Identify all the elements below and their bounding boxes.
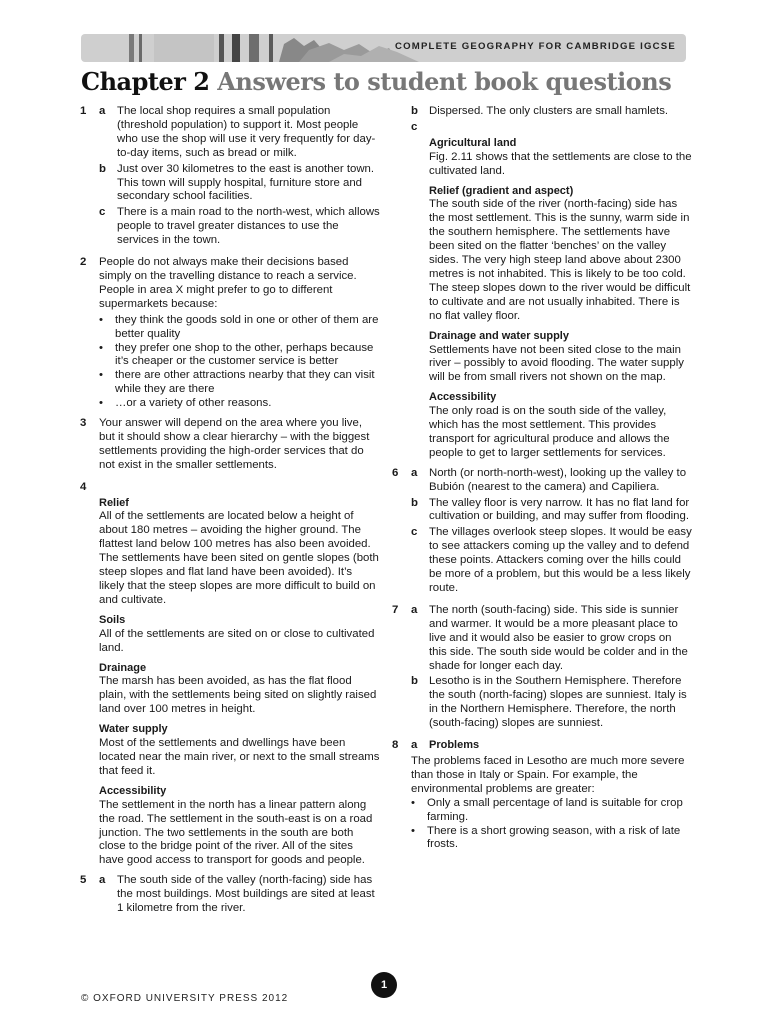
bullet-list: [392, 797, 692, 853]
list-item: • There is a short growing season, with a risk of late frosts.: [411, 825, 692, 853]
answer-4-body: [80, 497, 380, 869]
answer-3: [80, 417, 380, 473]
right-column: [392, 105, 692, 852]
subheading: Accessibility: [99, 784, 167, 797]
answer-8a: [392, 739, 692, 753]
question-number: 7: [392, 603, 399, 616]
answer-7a: [392, 604, 692, 674]
copyright-footer: © OXFORD UNIVERSITY PRESS 2012: [81, 993, 289, 1004]
answer-1a: [80, 105, 380, 161]
paragraph: Most of the settlements and dwellings have been located near the main river, or next to the small streams that feed it.: [99, 737, 380, 777]
question-number: 6: [392, 466, 399, 479]
paragraph: The south side of the river (north-facing) side has the most settlement. This is the sunny, warm side in the southern hemisphere. The settlements have been sited on the flatter ‘benches’ on the valley sides. The very high steep land above about 2300 metres is not inhabited. This is likely to be too cold. The steep slopes down to the river would be difficult to cultivate and are not usually inhabited. There is no flat valley floor.: [429, 198, 691, 322]
answer-text: The valley floor is very narrow. It has no flat land for cultivation or building, and may suffer from flooding.: [429, 496, 690, 523]
answer-6b: [392, 497, 692, 525]
paragraph: All of the settlements are sited on or close to cultivated land.: [99, 627, 375, 654]
answer-6a: [392, 467, 692, 495]
answer-text: The local shop requires a small population (threshold population) to support it. Most people who use the shop will use it very frequently for day-to-day items, such as bread or milk.: [117, 105, 376, 159]
part-letter: a: [99, 105, 106, 117]
answer-5c: [392, 121, 692, 135]
part-letter: c: [99, 206, 106, 219]
answer-6c: [392, 526, 692, 596]
paragraph: The settlement in the north has a linear pattern along the road. The settlement in the south-east is on a road junction. The two settlements in the south are both close to the bridge point of the river. All of the sites have good access to transport for goods and people.: [99, 798, 373, 867]
subheading: Accessibility: [429, 391, 497, 404]
bullet-list: [80, 314, 380, 411]
question-number: 3: [80, 417, 87, 430]
subheading: Agricultural land: [429, 136, 517, 149]
header-banner: [81, 34, 686, 62]
answer-1c: [80, 206, 380, 248]
subheading: Drainage and water supply: [429, 329, 569, 342]
answer-5b: [392, 105, 692, 119]
answer-7b: [392, 675, 692, 731]
question-number: 4: [80, 480, 87, 493]
answer-text: Just over 30 kilometres to the east is another town. This town will supply hospital, furniture store and secondary school facilities.: [117, 162, 375, 203]
part-letter: b: [99, 162, 106, 175]
answer-text: The villages overlook steep slopes. It would be easy to see attackers coming up the valley and to defend these points. Attackers coming over the hills could be more of a problem, but this would be a less likely route.: [429, 526, 692, 594]
subheading: Drainage: [99, 661, 147, 674]
subheading: Relief (gradient and aspect): [429, 184, 574, 197]
series-title: COMPLETE GEOGRAPHY FOR CAMBRIDGE IGCSE: [394, 41, 676, 52]
question-number: 8: [392, 739, 399, 752]
part-letter: b: [411, 675, 418, 688]
page-number: 1: [371, 972, 397, 998]
answer-text: The south side of the valley (north-facing) side has the most buildings. Most buildings are sited at least 1 kilometre from the river.: [117, 874, 375, 915]
chapter-title: Answers to student book questions: [217, 67, 672, 96]
part-letter: a: [411, 603, 418, 616]
chapter-label: Chapter 2: [81, 67, 210, 96]
answer-2: [80, 256, 380, 312]
answer-5c-body: [392, 137, 692, 461]
list-item: • there are other attractions nearby that they can visit while they are there: [99, 369, 380, 397]
list-item: • …or a variety of other reasons.: [99, 397, 380, 411]
part-letter: b: [411, 105, 418, 117]
list-item: • they think the goods sold in one or other of them are better quality: [99, 314, 380, 342]
paragraph: The only road is on the south side of the valley, which has the most settlement. This provides transport for agricultural produce and allows the people to get to larger settlements for services.: [429, 405, 670, 459]
subheading: Relief: [99, 496, 129, 509]
part-letter: b: [411, 496, 418, 509]
page-title: [81, 67, 671, 96]
answer-text: The north (south-facing) side. This side is sunnier and warmer. It would be a more pleasant place to live and it would also be easier to grow crops on this side. The south side would be colder and in the shade for longer each day.: [429, 603, 688, 672]
part-letter: a: [411, 466, 418, 479]
answer-text: Your answer will depend on the area where you live, but it should show a clear hierarchy – with the biggest settlements providing the high-order services that do not exist in the smaller settlements.: [99, 417, 370, 471]
paragraph: Fig. 2.11 shows that the settlements are close to the cultivated land.: [429, 150, 692, 177]
paragraph: The marsh has been avoided, as has the flat flood plain, with the settlements being sited on slightly raised land over 100 metres in height.: [99, 675, 377, 716]
answer-text: Dispersed. The only clusters are small hamlets.: [429, 105, 669, 117]
subheading: Problems: [429, 739, 480, 752]
paragraph: All of the settlements are located below a height of about 180 metres – avoiding the higher ground. The flattest land below 100 metres has also been avoided. The settlements have been sited on gentle slopes (both steep slopes and flat land have been avoided). It’s likely that the steep slopes are more difficult to build on and cultivate.: [99, 510, 379, 606]
answer-1b: [80, 163, 380, 205]
part-letter: a: [99, 874, 106, 887]
answer-text: There is a main road to the north-west, which allows people to travel greater distances to use the services in the town.: [117, 206, 380, 247]
answer-5a: [80, 874, 380, 916]
list-item: • they prefer one shop to the other, perhaps because it’s cheaper or the customer service is better: [99, 342, 380, 370]
question-number: 1: [80, 105, 87, 117]
left-column: [80, 105, 380, 918]
answer-4: [80, 481, 380, 495]
answer-text: Lesotho is in the Southern Hemisphere. Therefore the south (north-facing) slopes are sunniest. Italy is in the Northern Hemisphere. Therefore, the north (south-facing) slopes are sunniest.: [429, 675, 687, 730]
list-item: • Only a small percentage of land is suitable for crop farming.: [411, 797, 692, 825]
paragraph: Settlements have not been sited close to the main river – possibly to avoid flooding. The water supply will be from small rivers not shown on the map.: [429, 343, 684, 384]
part-letter: c: [411, 120, 418, 133]
part-letter: a: [411, 739, 418, 752]
question-number: 2: [80, 256, 87, 269]
answer-text: People do not always make their decisions based simply on the travelling distance to reach a service. People in area X might prefer to go to different supermarkets because:: [99, 256, 357, 310]
subheading: Water supply: [99, 723, 168, 736]
question-number: 5: [80, 874, 87, 887]
subheading: Soils: [99, 613, 126, 626]
part-letter: c: [411, 526, 418, 539]
answer-text: North (or north-north-west), looking up the valley to Bubión (nearest to the camera) and Capiliera.: [429, 466, 687, 493]
paragraph: The problems faced in Lesotho are much more severe than those in Italy or Spain. For example, the environmental problems are greater:: [411, 754, 685, 795]
